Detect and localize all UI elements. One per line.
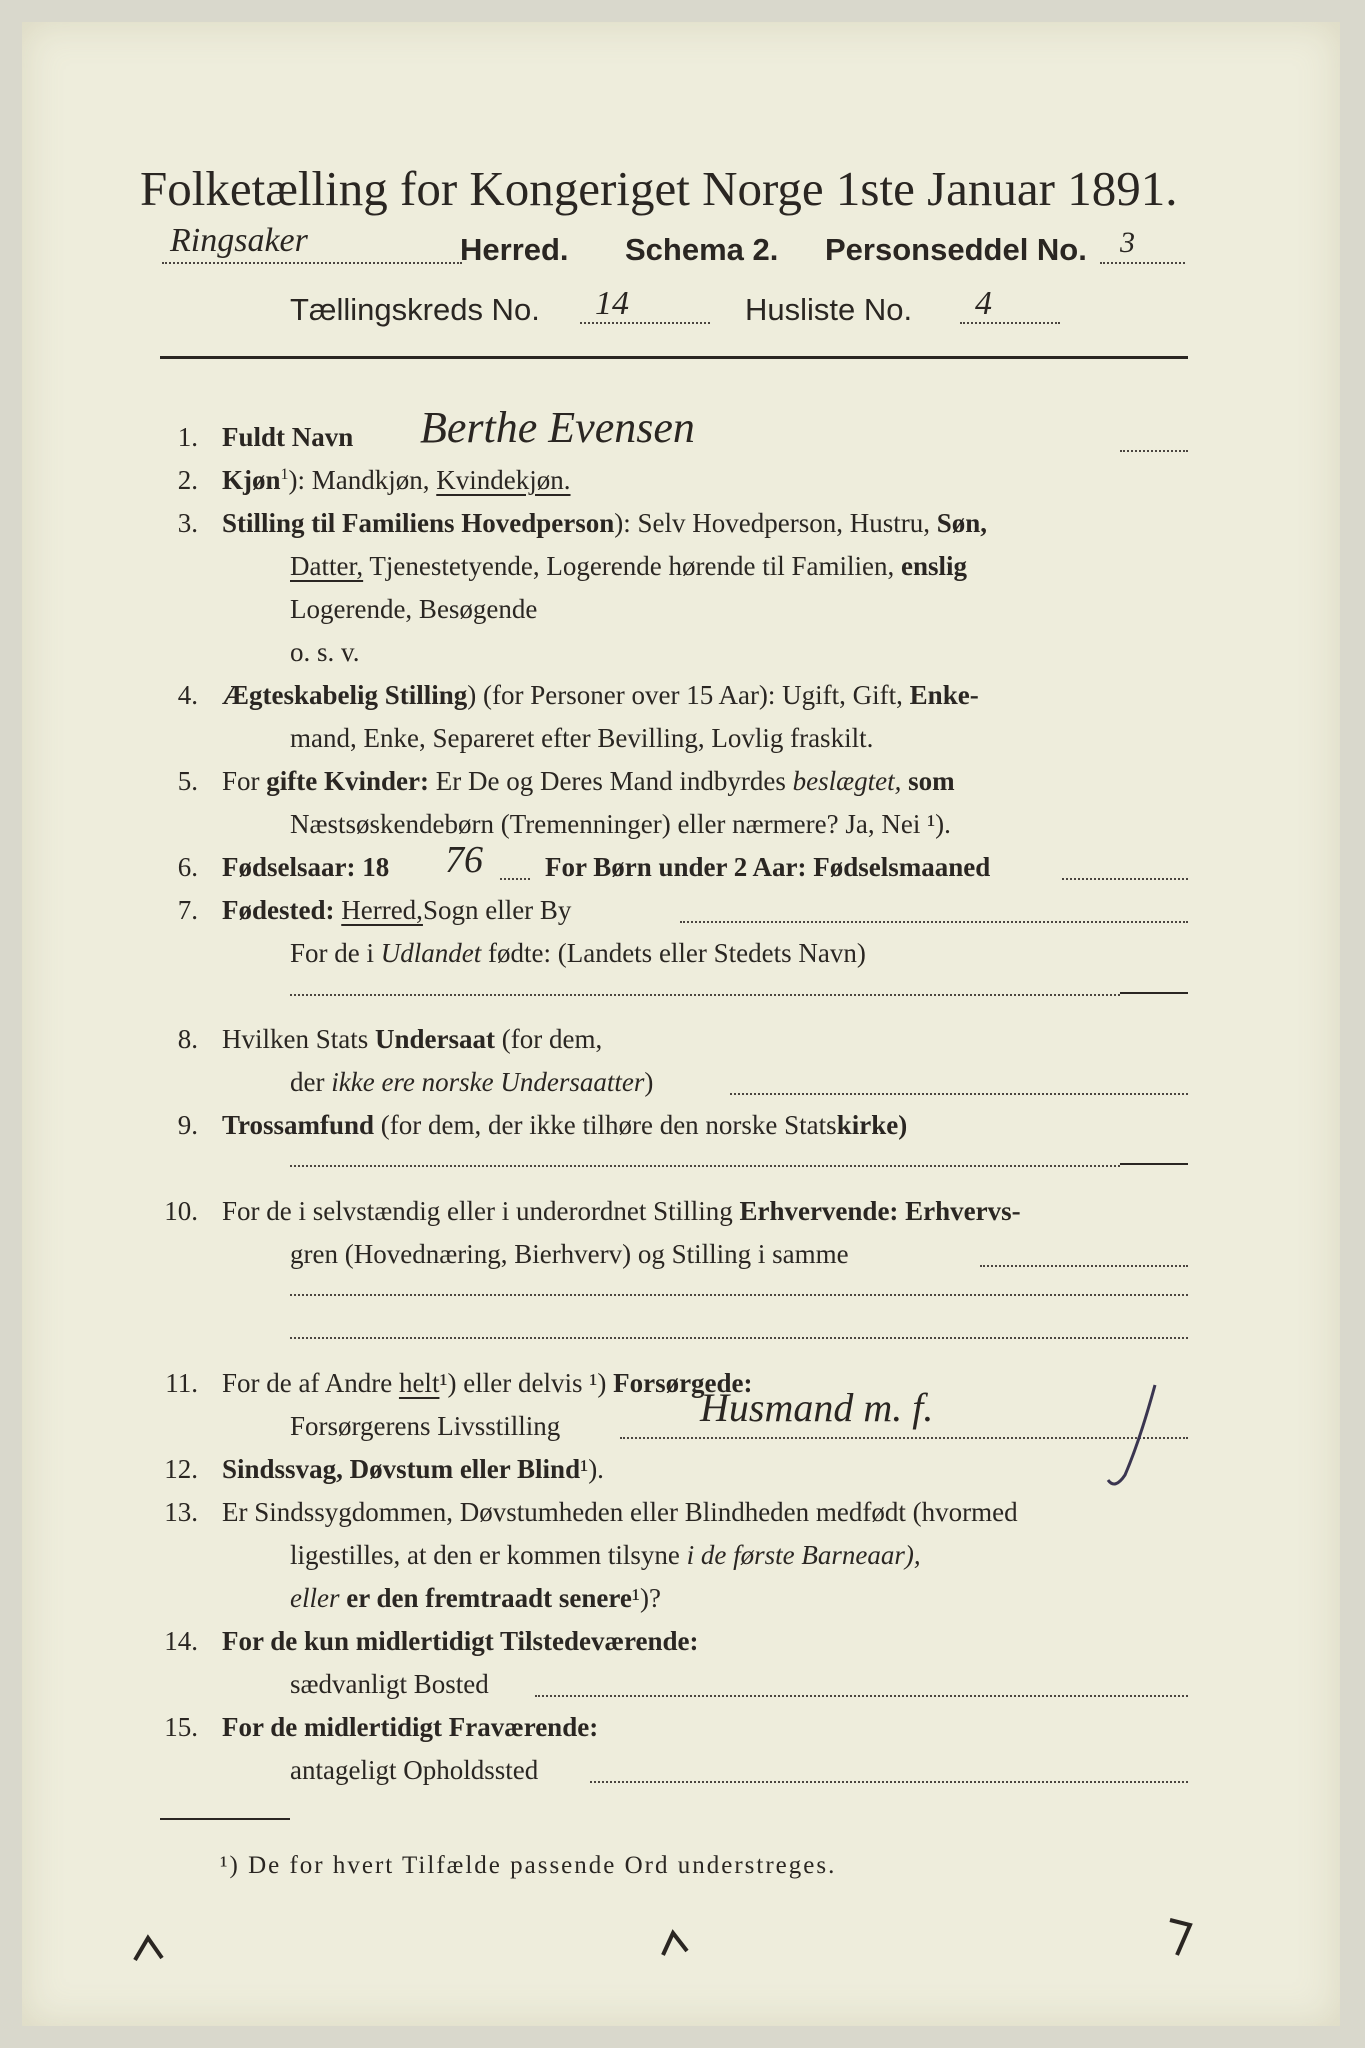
q7-answer-dotted-line — [290, 994, 1120, 996]
q5-gifte: gifte Kvinder: — [266, 766, 429, 796]
q14-line2: sædvanligt Bosted — [290, 1669, 489, 1699]
q15-dotted-line — [590, 1781, 1188, 1783]
q13-line1: Er Sindssygdommen, Døvstumheden eller Blindheden medfødt (hvormed — [222, 1497, 1018, 1527]
q2-sup: 1 — [280, 466, 289, 483]
q1-number: 1. — [177, 422, 198, 452]
q13-number: 13. — [164, 1497, 198, 1527]
q7-udlandet: Udlandet — [380, 938, 482, 968]
q14-dotted-line — [535, 1695, 1188, 1697]
q10-line2: gren (Hovednæring, Bierhverv) og Stilling i samme — [290, 1239, 849, 1269]
q8-l2b: ikke ere norske Undersaatter — [331, 1067, 645, 1097]
kreds-number: 14 — [595, 285, 629, 322]
q8-l1c: (for dem, — [501, 1024, 603, 1054]
q7-end-rule — [1120, 992, 1188, 994]
q7-rest: Sogn eller By — [422, 895, 572, 925]
q7-number: 7. — [177, 895, 198, 925]
q9-end-rule — [1120, 1163, 1188, 1165]
footnote: ¹) De for hvert Tilfælde passende Ord understreges. — [220, 1852, 837, 1879]
q15-line2: antageligt Opholdssted — [290, 1755, 539, 1785]
q14-number: 14. — [164, 1626, 198, 1656]
q9-label: Trossamfund — [222, 1110, 375, 1140]
q8-l2a: der — [290, 1067, 325, 1097]
header-rule — [160, 356, 1188, 359]
corner-mark-icon — [130, 1930, 170, 1970]
q10-l1a: For de i selvstændig eller i underordnet Stilling — [222, 1196, 733, 1226]
q11-l1a: For de af Andre — [222, 1368, 393, 1398]
q4-line2: mand, Enke, Separeret efter Bevilling, Lovlig fraskilt. — [290, 723, 874, 753]
q7-dotted-line — [680, 921, 1188, 923]
q8-l2c: ) — [644, 1067, 654, 1097]
q4-line1 — [222, 680, 979, 711]
q12-number: 12. — [164, 1454, 198, 1484]
q3-enslig: enslig — [900, 551, 967, 581]
q3-line1 — [222, 508, 987, 539]
husliste-label: Husliste No. — [745, 292, 913, 327]
q8-undersaat: Undersaat — [375, 1024, 495, 1054]
q3-l1b: ): Selv Hovedperson, Hustru, — [614, 508, 930, 538]
q3-line2 — [290, 551, 967, 582]
kreds-label: Tællingskreds No. — [290, 292, 540, 327]
personseddel-label: Personseddel No. — [825, 232, 1087, 267]
q3-line3: Logerende, Besøgende — [290, 594, 538, 624]
q2-label: Kjøn — [222, 465, 281, 495]
q9-answer-dotted-line — [290, 1165, 1120, 1167]
q5-beslaegtet: beslægtet, — [792, 766, 902, 796]
corner-mark-icon — [1165, 1915, 1205, 1965]
q13-l3c: ¹)? — [631, 1583, 661, 1613]
q3-datter: Datter, — [290, 551, 364, 581]
q4-label: Ægteskabelig Stilling — [222, 680, 468, 710]
q10-number: 10. — [164, 1196, 198, 1226]
q2-text1: ): Mandkjøn, — [288, 465, 430, 495]
q2-number: 2. — [177, 465, 198, 495]
q10-erhvervende: Erhvervende: Erhvervs- — [739, 1196, 1021, 1226]
q5-line1 — [222, 766, 955, 797]
handwritten-mark-icon — [1100, 1380, 1170, 1500]
q6-year-handwritten: 76 — [445, 839, 483, 881]
q7-l2c: fødte: (Landets eller Stedets Navn) — [488, 938, 866, 968]
q15-number: 15. — [164, 1712, 198, 1742]
q3-number: 3. — [177, 508, 198, 538]
q2-kvindekjon: Kvindekjøn. — [436, 465, 571, 495]
q4-number: 4. — [177, 680, 198, 710]
q6-dotted-line-2 — [1062, 878, 1188, 880]
q13-l2b: i de første Barneaar), — [686, 1540, 921, 1570]
q9-l1b: (for dem, der ikke tilhøre den norske Stats — [380, 1110, 837, 1140]
q7-line2 — [290, 938, 866, 969]
corner-mark-icon — [655, 1925, 695, 1965]
q13-line2 — [290, 1540, 921, 1571]
q13-l3b: er den fremtraadt senere — [346, 1583, 632, 1613]
husliste-number: 4 — [975, 285, 992, 322]
q10-line1 — [222, 1196, 1021, 1227]
q6-number: 6. — [177, 852, 198, 882]
q13-l2a: ligestilles, at den er kommen tilsyne — [290, 1540, 680, 1570]
q11-line2: Forsørgerens Livsstilling — [290, 1411, 561, 1441]
q8-l1a: Hvilken Stats — [222, 1024, 369, 1054]
schema-label: Schema 2. — [625, 232, 779, 267]
q10-dotted-line-3 — [290, 1337, 1188, 1339]
q12-label: Sindssvag, Døvstum eller Blind — [222, 1454, 581, 1484]
q4-l1b: ) (for Personer over 15 Aar): Ugift, Gift, — [467, 680, 903, 710]
q14-line1: For de kun midlertidigt Tilstedeværende: — [222, 1626, 699, 1656]
q4-enke: Enke- — [909, 680, 979, 710]
q8-dotted-line — [730, 1093, 1188, 1095]
q10-dotted-line-1 — [980, 1265, 1188, 1267]
herred-label: Herred. — [460, 232, 569, 267]
q11-line1 — [222, 1368, 753, 1399]
personseddel-dotted-line — [1100, 262, 1185, 264]
q5-number: 5. — [177, 766, 198, 796]
q13-eller: eller — [290, 1583, 340, 1613]
q11-l1c: ¹) eller delvis ¹) — [439, 1368, 607, 1398]
q3-label: Stilling til Familiens Hovedperson — [222, 508, 615, 538]
herred-dotted-line — [162, 262, 462, 264]
form-title: Folketælling for Kongeriget Norge 1ste Januar 1891. — [140, 161, 1178, 216]
footnote-rule — [160, 1818, 290, 1820]
q9-number: 9. — [177, 1110, 198, 1140]
q3-line4: o. s. v. — [290, 637, 360, 667]
q11-forsorgede: Forsørgede: — [613, 1368, 753, 1398]
q11-livsstilling-handwritten: Husmand m. f. — [700, 1385, 934, 1430]
q1-name-handwritten: Berthe Evensen — [420, 403, 695, 452]
q8-number: 8. — [177, 1024, 198, 1054]
herred-handwritten: Ringsaker — [170, 222, 308, 259]
q5-line2: Næstsøskendebørn (Tremenninger) eller nærmere? Ja, Nei ¹). — [290, 809, 951, 839]
q8-line2 — [290, 1067, 653, 1098]
q1-label: Fuldt Navn — [222, 422, 354, 452]
q3-l2b: Tjenestetyende, Logerende hørende til Familien, — [369, 551, 895, 581]
q5-som: som — [908, 766, 955, 796]
q5-l1c: Er De og Deres Mand indbyrdes — [435, 766, 786, 796]
q2-text — [222, 465, 571, 496]
q9-kirke: kirke) — [836, 1110, 908, 1140]
q8-line1 — [222, 1024, 602, 1055]
q6-label: Fødselsaar: 18 — [222, 852, 390, 882]
q9-line1 — [222, 1110, 907, 1141]
q13-line3 — [290, 1583, 661, 1614]
q12-line — [222, 1454, 604, 1485]
q1-dotted-line — [1120, 450, 1188, 452]
q10-dotted-line-2 — [290, 1294, 1188, 1296]
personseddel-number: 3 — [1120, 226, 1135, 259]
q7-l2a: For de i — [290, 938, 374, 968]
q3-son: Søn, — [936, 508, 988, 538]
q11-number: 11. — [165, 1368, 198, 1398]
q5-for: For — [222, 766, 260, 796]
q12-rest: ¹). — [580, 1454, 604, 1484]
q7-herred: Herred, — [341, 895, 423, 925]
q6-rest: For Børn under 2 Aar: Fødselsmaaned — [545, 852, 991, 882]
q15-line1: For de midlertidigt Fraværende: — [222, 1712, 599, 1742]
q11-helt: helt — [398, 1368, 440, 1398]
q6-dotted-line-1 — [500, 878, 530, 880]
q7-label: Fødested: — [222, 895, 335, 925]
q7-line1 — [222, 895, 571, 926]
